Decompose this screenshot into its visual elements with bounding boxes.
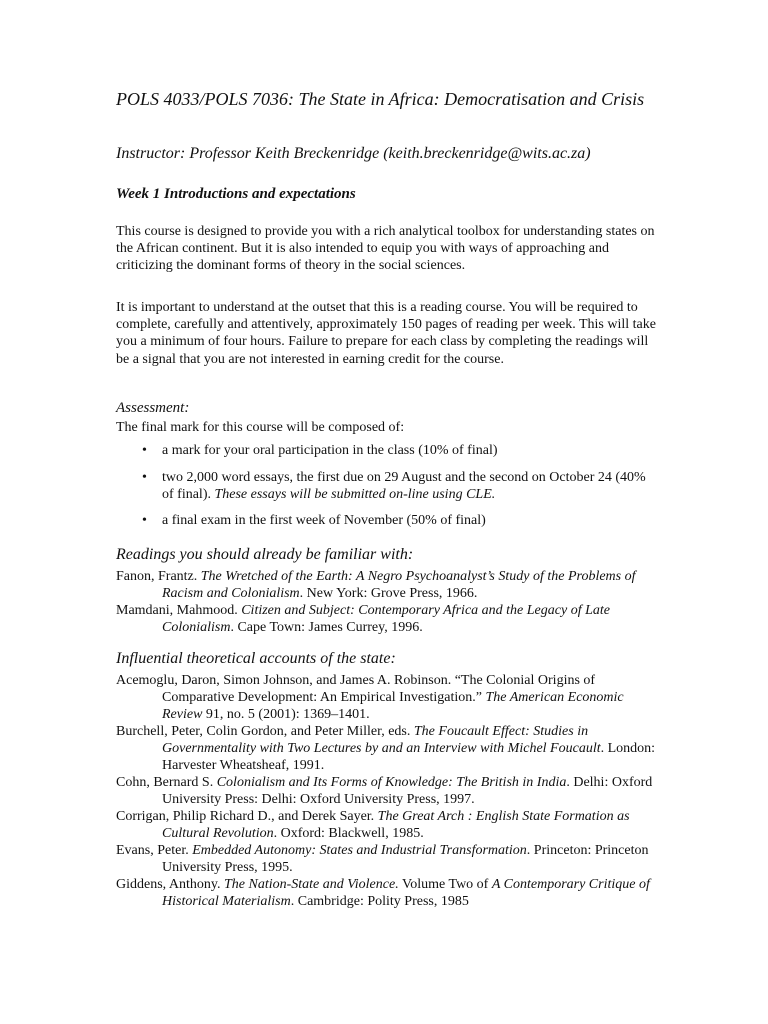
week-heading: Week 1 Introductions and expectations (116, 186, 356, 202)
ref-title: Colonialism and Its Forms of Knowledge: The British in India (216, 775, 567, 790)
ref-author: Giddens, Anthony. (116, 877, 224, 892)
ref-publication: . Delhi: Oxford University Press: Delhi: Oxford University Press, 1997. (162, 775, 653, 807)
reference-entry (116, 672, 656, 723)
ref-title: The American Economic Review (162, 690, 624, 722)
ref-publisher: . Cambridge: Polity Press, 1985 (290, 894, 469, 909)
ref-publication: 91, no. 5 (2001): 1369–1401. (202, 707, 370, 722)
reference-entry (116, 723, 656, 774)
ref-title: The Foucault Effect: Studies in Governmentality with Two Lectures by and an Interview with Michel Foucault (162, 724, 601, 756)
list-item-text: two 2,000 word essays, the first due on 29 August and the second on October 24 (40% of final). (162, 469, 646, 502)
ref-title: Citizen and Subject: Contemporary Africa and the Legacy of Late Colonialism (162, 603, 610, 635)
reading-course-paragraph: It is important to understand at the outset that this is a reading course. You will be required to complete, carefully and attentively, approximately 150 pages of reading per week. This will take you a minimum of four hours. Failure to prepare for each class by completing the readings will be a signal that you are not interested in earning credit for the course. (116, 300, 656, 367)
ref-author: Mamdani, Mahmood. (116, 603, 242, 618)
list-item-text: a final exam in the first week of November (50% of final) (162, 513, 486, 528)
assessment-intro: The final mark for this course will be composed of: (116, 420, 405, 435)
list-item (116, 442, 656, 459)
reference-entry (116, 876, 656, 910)
instructor-line: Instructor: Professor Keith Breckenridge (keith.breckenridge@wits.ac.za) (116, 145, 591, 162)
list-item (116, 512, 656, 529)
reference-entry (116, 602, 656, 636)
bullet-icon: • (142, 469, 147, 485)
ref-author: Burchell, Peter, Colin Gordon, and Peter Miller, eds. (116, 724, 414, 739)
bullet-icon: • (142, 513, 147, 528)
ref-author: Fanon, Frantz. (116, 569, 201, 584)
reference-entry (116, 774, 656, 808)
assessment-list (116, 442, 656, 539)
influential-heading: Influential theoretical accounts of the state: (116, 650, 396, 667)
list-item-note: These essays will be submitted on-line using CLE. (214, 486, 496, 502)
ref-title: The Nation-State and Violence. (223, 877, 399, 892)
ref-series-title: A Contemporary Critique of Historical Materialism (162, 877, 650, 909)
bullet-icon: • (142, 443, 147, 458)
ref-author: Cohn, Bernard S. (116, 775, 217, 790)
ref-publication: Volume Two of (398, 877, 492, 892)
ref-publication: . London: Harvester Wheatsheaf, 1991. (162, 741, 656, 773)
ref-author: Acemoglu, Daron, Simon Johnson, and James A. Robinson. “The Colonial Origins of Comparative Development: An Empirical Investigation.” (116, 673, 596, 705)
ref-title: The Great Arch : English State Formation as Cultural Revolution (162, 809, 630, 841)
reference-entry (116, 568, 656, 602)
readings-heading: Readings you should already be familiar with: (116, 546, 414, 563)
ref-publication: . Princeton: Princeton University Press, 1995. (162, 843, 649, 875)
reference-entry (116, 842, 656, 876)
ref-publication: . Oxford: Blackwell, 1985. (273, 826, 424, 841)
ref-title: The Wretched of the Earth: A Negro Psychoanalyst’s Study of the Problems of Racism and Colonialism (162, 569, 636, 601)
ref-author: Evans, Peter. (116, 843, 193, 858)
readings-list (116, 568, 656, 636)
intro-paragraph: This course is designed to provide you with a rich analytical toolbox for understanding states on the African continent. But it is also intended to equip you with ways of approaching and criticizing the dominant forms of theory in the social sciences. (116, 224, 655, 274)
ref-author: Corrigan, Philip Richard D., and Derek Sayer. (116, 809, 378, 824)
list-item (116, 469, 656, 503)
ref-title: Embedded Autonomy: States and Industrial Transformation (192, 843, 527, 858)
ref-publication: . New York: Grove Press, 1966. (299, 586, 478, 601)
course-title: POLS 4033/POLS 7036: The State in Africa: Democratisation and Crisis (116, 89, 645, 109)
list-item-text: a mark for your oral participation in the class (10% of final) (162, 443, 498, 458)
ref-publication: . Cape Town: James Currey, 1996. (230, 620, 423, 635)
influential-list (116, 672, 656, 910)
assessment-heading: Assessment: (116, 400, 190, 416)
reference-entry (116, 808, 656, 842)
